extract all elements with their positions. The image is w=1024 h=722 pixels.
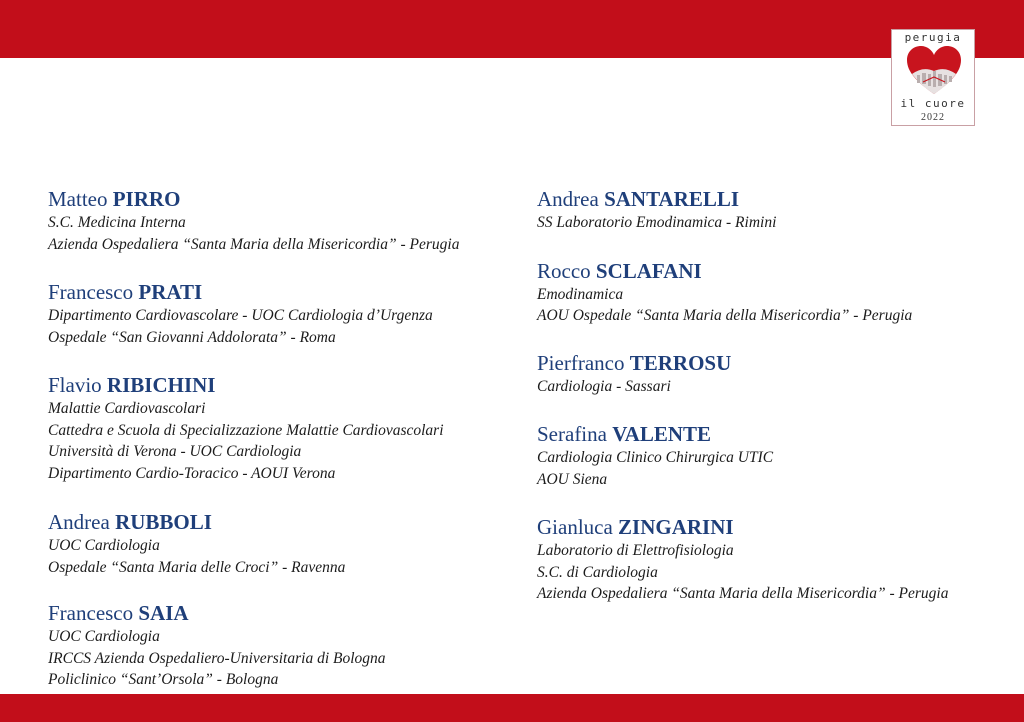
first-name: Serafina [537, 422, 607, 446]
affiliation-line: S.C. di Cardiologia [537, 563, 658, 581]
heart-city-icon [905, 44, 963, 96]
affiliation-line: SS Laboratorio Emodinamica - Rimini [537, 214, 777, 231]
last-name: ZINGARINI [618, 515, 734, 539]
last-name: SANTARELLI [604, 187, 740, 211]
faculty-entry-sclafani [537, 258, 1007, 327]
first-name: Flavio [48, 373, 102, 397]
faculty-name [537, 514, 1007, 540]
first-name: Gianluca [537, 515, 613, 539]
affiliation-line: Dipartimento Cardiovascolare - UOC Cardiologia d’Urgenza [48, 307, 433, 324]
faculty-entry-zingarini [537, 514, 1007, 605]
logo-year: 2022 [921, 112, 945, 123]
faculty-name [537, 421, 1007, 447]
affiliation-line: AOU Siena [537, 470, 608, 488]
logo-mid-text: il cuore [900, 97, 966, 110]
faculty-entry-pirro [48, 186, 518, 255]
affiliation-line: Ospedale “Santa Maria delle Croci” - Ravenna [48, 558, 346, 576]
affiliation-line: Università di Verona - UOC Cardiologia [48, 443, 302, 460]
faculty-entry-santarelli [537, 186, 1007, 234]
affiliation-line: S.C. Medicina Interna [48, 214, 186, 231]
last-name: RUBBOLI [115, 510, 212, 534]
affiliation-line: Azienda Ospedaliera “Santa Maria della Misericordia” - Perugia [537, 585, 949, 602]
first-name: Francesco [48, 601, 134, 625]
faculty-name [48, 186, 518, 212]
faculty-entry-prati [48, 279, 518, 348]
last-name: SAIA [138, 601, 189, 625]
affiliation-line: Malattie Cardiovascolari [48, 400, 206, 417]
affiliation-line: Emodinamica [537, 285, 624, 303]
faculty-name [537, 258, 1007, 284]
faculty-name [537, 186, 1007, 212]
first-name: Matteo [48, 187, 108, 211]
first-name: Pierfranco [537, 350, 625, 375]
logo-top-text: perugia [904, 31, 962, 44]
affiliation-line: Cattedra e Scuola di Specializzazione Malattie Cardiovascolari [48, 421, 444, 439]
affiliation-line: Cardiologia - Sassari [537, 377, 671, 395]
last-name: RIBICHINI [106, 373, 216, 397]
faculty-name [48, 509, 518, 535]
last-name: VALENTE [612, 422, 712, 446]
faculty-entry-ribichini [48, 372, 518, 484]
perugia-il-cuore-logo [891, 29, 975, 126]
affiliation-line: Azienda Ospedaliera “Santa Maria della Misericordia” - Perugia [48, 235, 460, 253]
first-name: Andrea [48, 510, 110, 534]
affiliation-line: AOU Ospedale “Santa Maria della Misericordia” - Perugia [537, 307, 913, 324]
faculty-name [48, 600, 518, 626]
first-name: Rocco [537, 258, 591, 283]
first-name: Francesco [48, 280, 134, 304]
faculty-entry-rubboli [48, 509, 518, 578]
last-name: PIRRO [112, 187, 181, 211]
affiliation-line: Laboratorio di Elettrofisiologia [537, 542, 734, 559]
first-name: Andrea [537, 187, 599, 211]
bottom-band [0, 694, 1024, 722]
faculty-list-right [537, 186, 1007, 605]
affiliation-line: Dipartimento Cardio-Toracico - AOUI Verona [48, 464, 336, 482]
affiliation-line: Policlinico “Sant’Orsola” - Bologna [48, 671, 279, 688]
faculty-entry-valente [537, 421, 1007, 490]
affiliation-line: UOC Cardiologia [48, 537, 160, 554]
faculty-name [537, 350, 1007, 376]
faculty-name [48, 279, 518, 305]
last-name: TERROSU [629, 350, 732, 375]
faculty-name [48, 372, 518, 398]
top-band [0, 0, 1024, 58]
last-name: PRATI [138, 280, 203, 304]
last-name: SCLAFANI [595, 258, 702, 283]
faculty-entry-terrosu [537, 350, 1007, 398]
faculty-list-left [48, 186, 518, 691]
affiliation-line: Ospedale “San Giovanni Addolorata” - Roma [48, 328, 336, 346]
faculty-entry-saia [48, 600, 518, 691]
affiliation-line: UOC Cardiologia [48, 628, 160, 645]
affiliation-line: IRCCS Azienda Ospedaliero-Universitaria di Bologna [48, 649, 386, 667]
affiliation-line: Cardiologia Clinico Chirurgica UTIC [537, 449, 774, 466]
